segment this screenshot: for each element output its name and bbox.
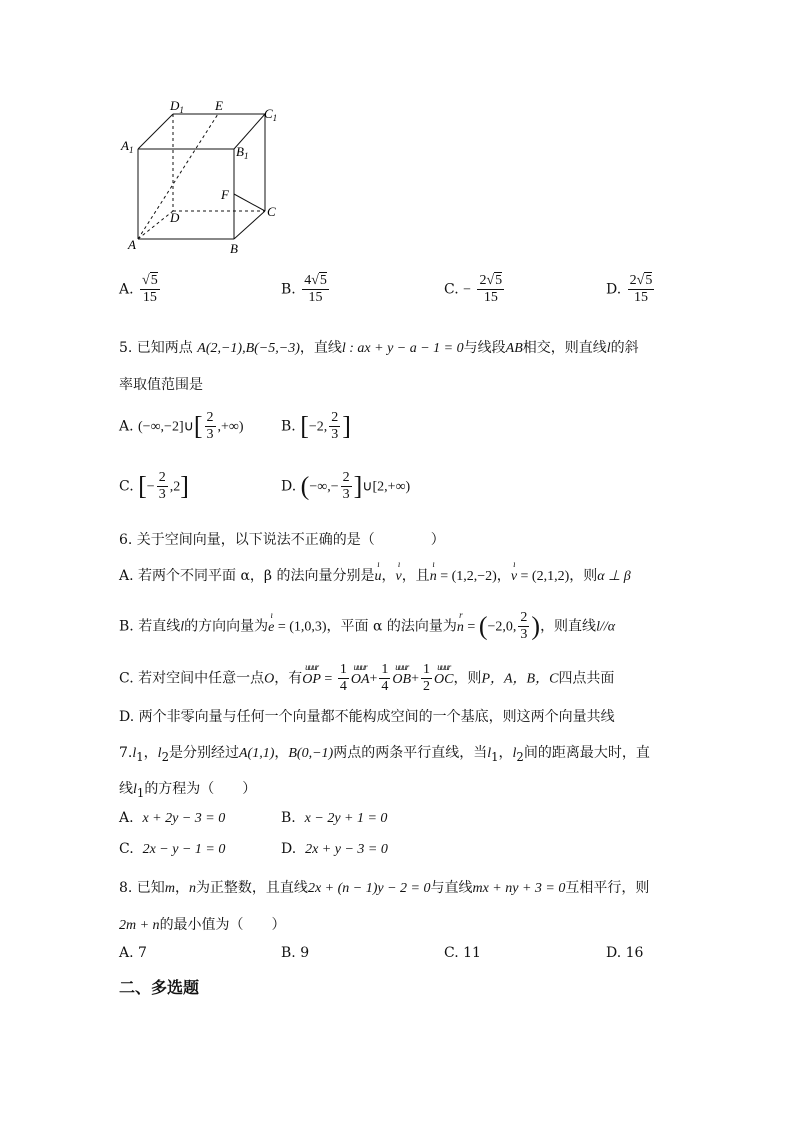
label-A: A [128, 237, 136, 252]
q8-stem-line2: 2m + n的最小值为（ ） [119, 917, 286, 933]
q8-stem-line1: 8. 已知m，n为正整数，且直线2x + (n − 1)y − 2 = 0与直线mx + ny + 3 = 0互相平行，则 [119, 880, 650, 896]
q8-option-c[interactable]: C. 11 [444, 945, 481, 961]
label-B1: $B_1$ [236, 144, 249, 161]
q5-option-a[interactable]: A. (−∞,−2]∪[ $\frac{2}{3}$ ,+∞) [119, 410, 244, 442]
q4-option-b[interactable]: B. $\frac{4√5}{15}$ [281, 273, 327, 305]
q7-option-c[interactable]: C. 2x − y − 1 = 0 [119, 841, 226, 857]
q5-stem-line2: 率取值范围是 [119, 377, 203, 393]
cube-diagram [118, 96, 288, 261]
label-F: F [221, 187, 229, 202]
q6-stem: 6. 关于空间向量，以下说法不正确的是（ ） [119, 532, 445, 548]
q6-option-a[interactable]: A. 若两个不同平面 α，β 的法向量分别是 ı u， ı ν，且 ı n = (1,2,−2)， ı ν = (2,1,2)，则α ⊥ β [119, 559, 631, 584]
label-D1: $D_1$ [170, 98, 184, 115]
q4-option-a[interactable]: A. $\frac{√5}{15}$ [119, 273, 158, 305]
q7-option-b[interactable]: B. x − 2y + 1 = 0 [281, 810, 388, 826]
q7-option-a[interactable]: A. x + 2y − 3 = 0 [119, 810, 226, 826]
q7-stem-line1: $7.l_1$，$l_2$是分别经过A(1,1)，B(0,−1)两点的两条平行直线，当$l_1$，$l_2$间的距离最大时，直 [119, 745, 650, 764]
q5-stem-line1: 5. 已知两点 A(2,−1),B(−5,−3)，直线l : ax + y − a − 1 = 0与线段AB相交，则直线l的斜 [119, 340, 639, 356]
section-heading: 二、多选题 [119, 978, 200, 997]
label-B: B [230, 241, 238, 256]
q7-stem-line2: 线$l_1$的方程为（ ） [119, 781, 257, 800]
q5-option-d[interactable]: D. (−∞,− $\frac{2}{3}$ ]∪[2,+∞) [281, 470, 411, 502]
q8-option-a[interactable]: A. 7 [119, 945, 147, 961]
cube-figure [118, 96, 288, 261]
q6-option-d[interactable]: D. 两个非零向量与任何一个向量都不能构成空间的一个基底，则这两个向量共线 [119, 709, 615, 725]
label-D: D [170, 210, 180, 225]
q4-option-c[interactable]: C. − $\frac{2√5}{15}$ [444, 273, 503, 305]
label-E: E [215, 98, 223, 113]
q4-option-d[interactable]: D. $\frac{2√5}{15}$ [606, 273, 653, 305]
label-C: C [267, 204, 276, 219]
label-C1: $C_1$ [264, 106, 278, 123]
q5-option-b[interactable]: B. [−2, $\frac{2}{3}$ ] [281, 410, 351, 442]
label-A1: $A_1$ [121, 138, 134, 155]
q8-option-d[interactable]: D. 16 [606, 945, 644, 961]
q6-option-c[interactable]: C. 若对空间中任意一点O，有 uuur OP = $\frac{1}{4}$ uuur OA+ $\frac{1}{4}$ uuur OB+ $\frac{1}{2}$ uuur OC，则P，A，B，C四点共面 [119, 661, 615, 694]
q6-option-b[interactable]: B. 若直线l的方向向量为 ı e = (1,0,3)，平面 α 的法向量为 r n = (−2,0, $\frac{2}{3}$ )，则直线l//α [119, 609, 616, 642]
q7-option-d[interactable]: D. 2x + y − 3 = 0 [281, 841, 388, 857]
q5-option-c[interactable]: C. [− $\frac{2}{3}$ ,2] [119, 470, 189, 502]
q8-option-b[interactable]: B. 9 [281, 945, 310, 961]
